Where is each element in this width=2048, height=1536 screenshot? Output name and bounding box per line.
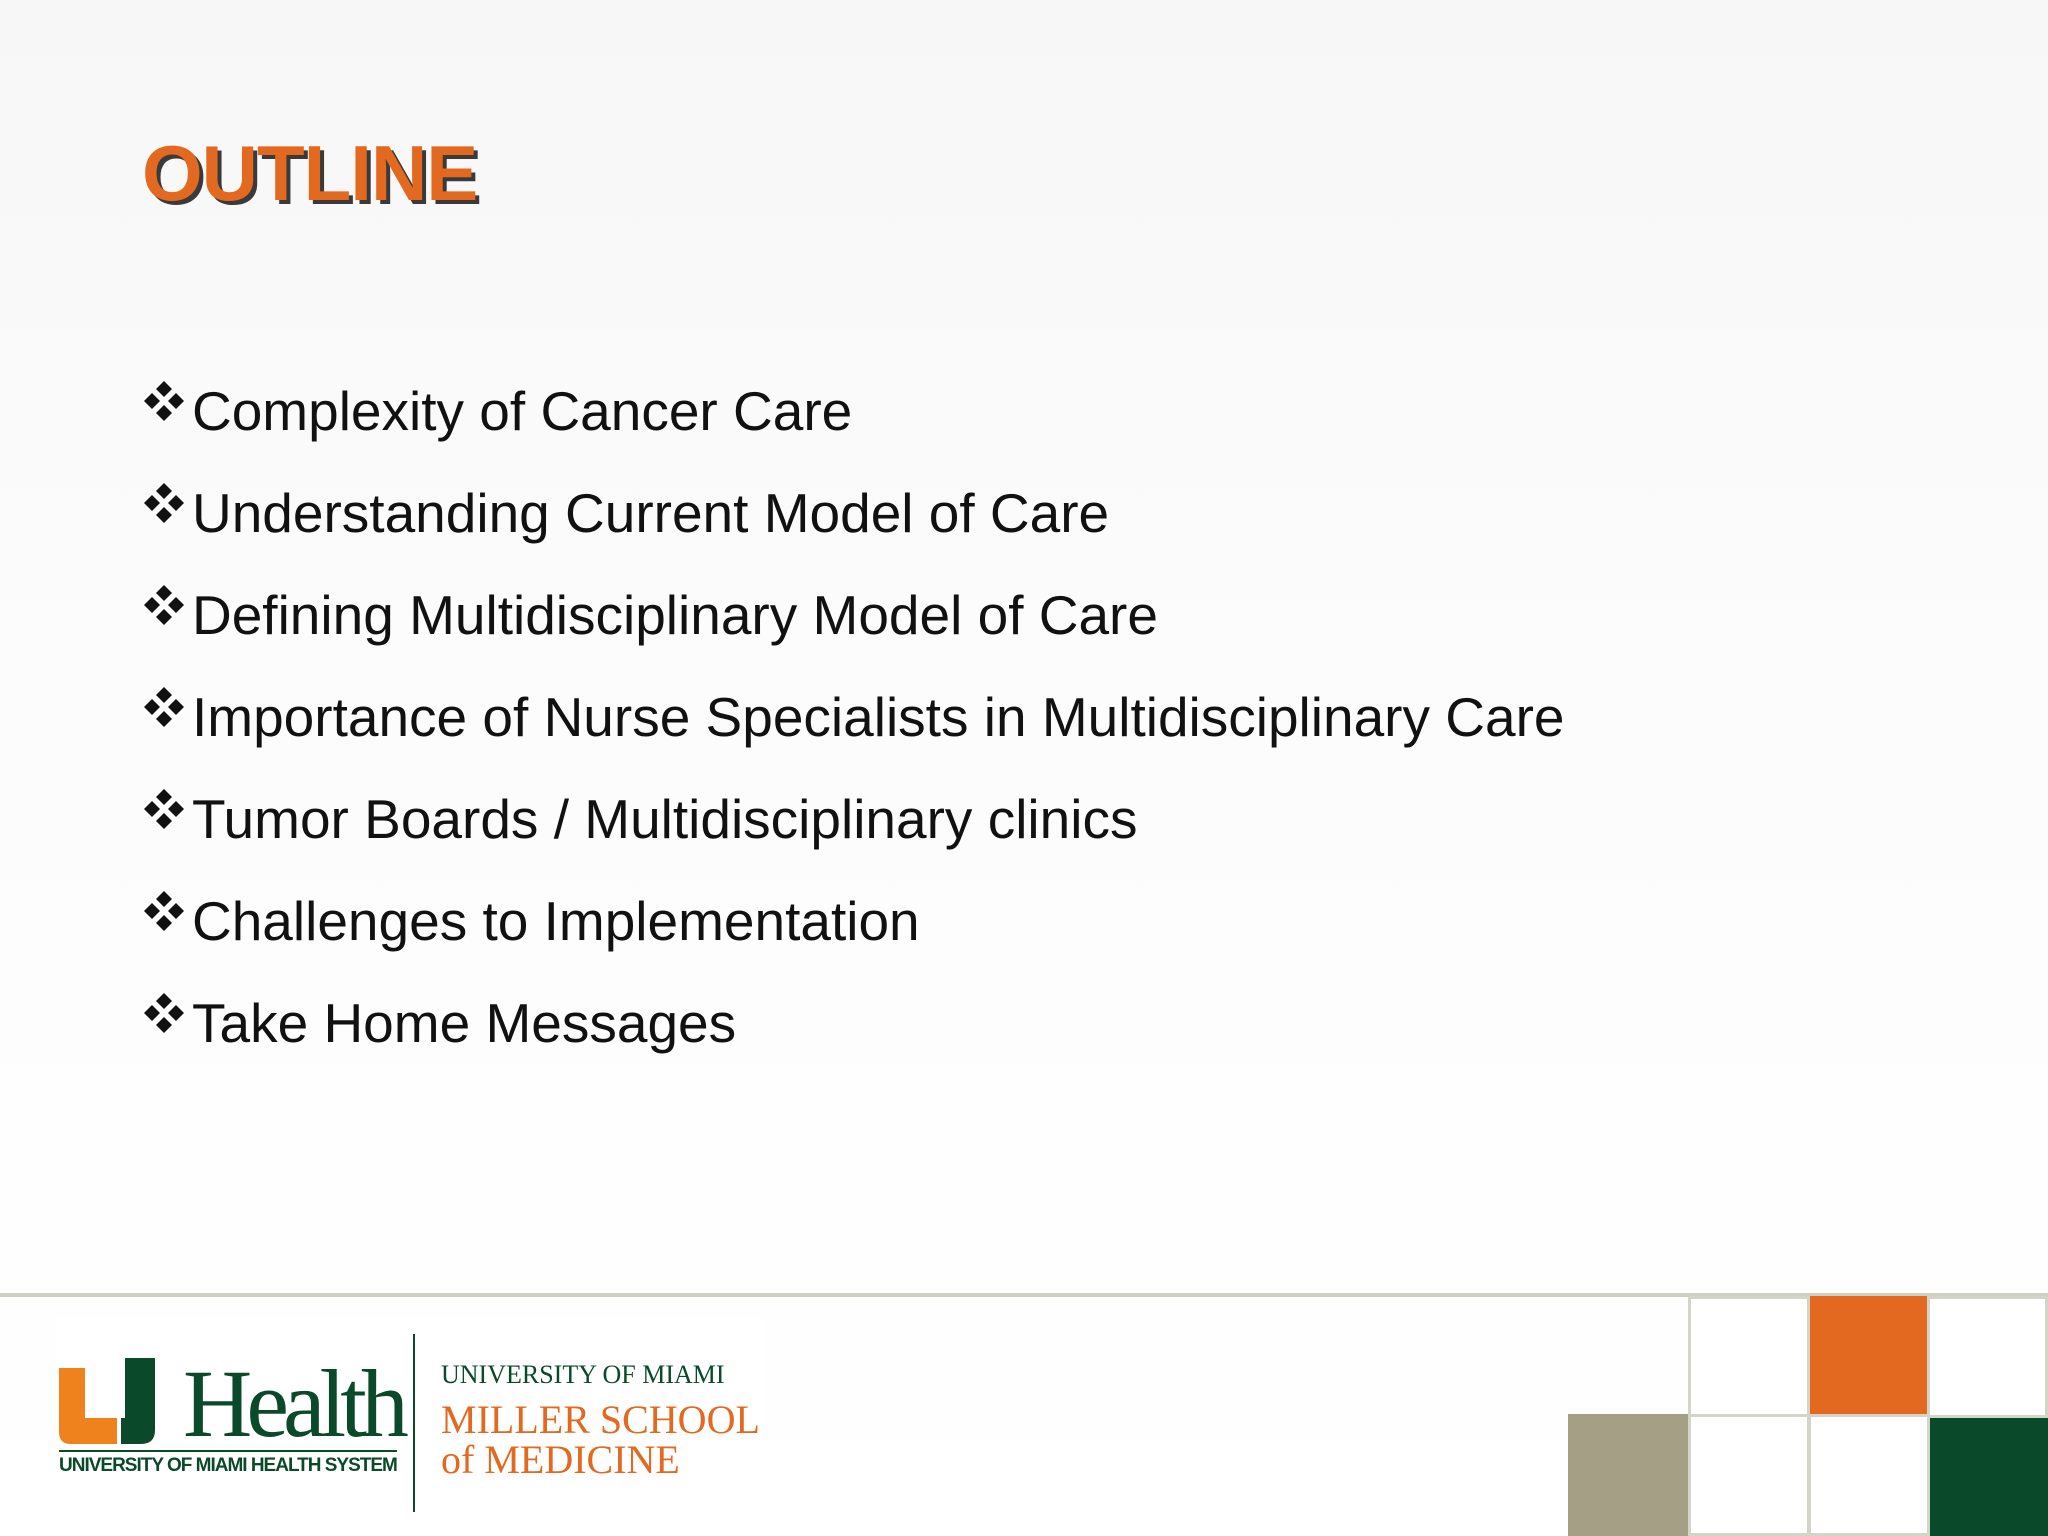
bullet-text: Importance of Nurse Specialists in Multidisciplinary Care bbox=[192, 686, 1565, 748]
bullet-item bbox=[142, 666, 1564, 768]
four-diamond-bullet-icon bbox=[142, 685, 186, 729]
decor-tile-taupe bbox=[1568, 1414, 1690, 1536]
four-diamond-bullet-icon bbox=[142, 787, 186, 831]
four-diamond-bullet-icon bbox=[142, 583, 186, 627]
bullet-item bbox=[142, 870, 1564, 972]
decor-tile-orange bbox=[1810, 1296, 1930, 1414]
slide-title: OUTLINE bbox=[142, 129, 478, 217]
uhealth-caption: UNIVERSITY OF MIAMI HEALTH SYSTEM bbox=[59, 1450, 397, 1477]
decor-tile-green bbox=[1930, 1418, 2048, 1536]
footer-logo bbox=[55, 1318, 765, 1493]
four-diamond-bullet-icon bbox=[142, 379, 186, 423]
bullet-text: Complexity of Cancer Care bbox=[192, 380, 853, 442]
four-diamond-bullet-icon bbox=[142, 481, 186, 525]
uhealth-u-logo-icon bbox=[59, 1358, 179, 1448]
bullet-item bbox=[142, 360, 1564, 462]
decor-tile-outline bbox=[1927, 1296, 2048, 1418]
bullet-item bbox=[142, 462, 1564, 564]
um-school-name-line2: of MEDICINE bbox=[441, 1437, 680, 1482]
decor-tile-outline bbox=[1808, 1414, 1930, 1536]
decor-tile-outline bbox=[1688, 1296, 1810, 1418]
um-school-name: MILLER SCHOOL bbox=[441, 1397, 760, 1442]
logo-divider bbox=[413, 1334, 415, 1512]
four-diamond-bullet-icon bbox=[142, 991, 186, 1035]
four-diamond-bullet-icon bbox=[142, 889, 186, 933]
um-university-name: UNIVERSITY OF MIAMI bbox=[441, 1360, 725, 1389]
bullet-text: Tumor Boards / Multidisciplinary clinics bbox=[192, 788, 1138, 850]
bullet-item bbox=[142, 768, 1564, 870]
bullet-text: Take Home Messages bbox=[192, 992, 737, 1054]
uhealth-wordmark: Health bbox=[183, 1350, 403, 1457]
bullet-text: Understanding Current Model of Care bbox=[192, 482, 1110, 544]
bullet-item bbox=[142, 564, 1564, 666]
decor-tile-outline bbox=[1688, 1414, 1810, 1536]
bullet-text: Defining Multidisciplinary Model of Care bbox=[192, 584, 1158, 646]
bullet-item bbox=[142, 972, 1564, 1074]
bullet-text: Challenges to Implementation bbox=[192, 890, 920, 952]
bullet-list bbox=[142, 360, 1564, 1074]
